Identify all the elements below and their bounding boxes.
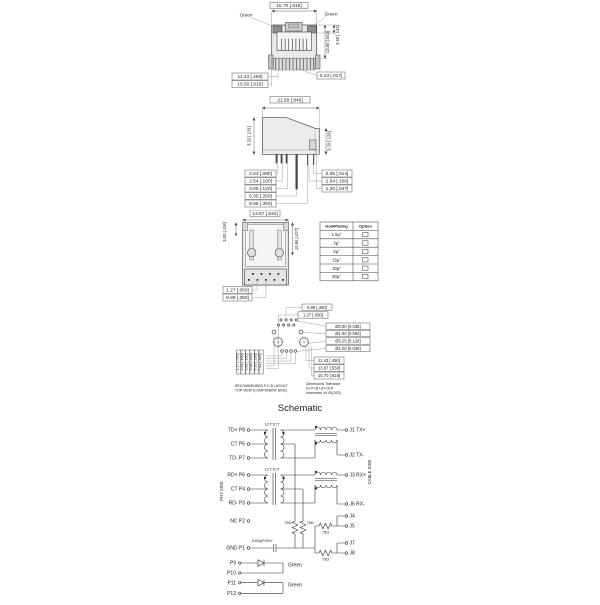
tx-transformer: [250, 428, 315, 520]
dim-body-depth: 10.85 [.427]: [294, 227, 299, 251]
plating-checkbox-2[interactable]: [363, 249, 369, 253]
plating-row-label: 3µ": [333, 240, 340, 246]
side-view-drawing: [230, 96, 370, 210]
resistor-label: 75Ω: [284, 521, 292, 525]
dim-leg: 3.05 [.120]: [249, 187, 272, 192]
dim-leg: 8.89 [.350]: [249, 202, 272, 207]
dim-body-width: 15.50 [.610]: [237, 82, 263, 88]
post-holes: [273, 337, 310, 348]
pin-label: J3 RX+: [349, 472, 367, 479]
shield-holes: [272, 330, 303, 334]
plating-checkbox-4[interactable]: [363, 266, 369, 270]
bottom-view-drawing: [220, 210, 390, 304]
pcb-vdim: 6.35 [.250]: [253, 353, 258, 371]
plating-header-2: Option: [359, 223, 372, 229]
pin-label: J8: [349, 550, 355, 557]
plating-checkbox-3[interactable]: [363, 258, 369, 262]
cable-pins: [345, 428, 366, 557]
plating-row-label: 6µ": [333, 249, 340, 254]
dim-leg: 2.54 [.100]: [325, 179, 349, 185]
schematic-drawing: [215, 398, 395, 600]
resistor-vertical-2: [300, 520, 306, 548]
resistor-j8: [318, 550, 333, 556]
pin-label: TD- P7: [229, 455, 245, 462]
led-pin-label: P12: [227, 591, 236, 597]
dim-depth: 21.50 [.846]: [277, 98, 303, 104]
capacitor-label: 1000pF/2KV: [251, 539, 273, 543]
phy-side-label: PHY SIDE: [219, 481, 224, 501]
dim-leg: 2.54 [.100]: [249, 179, 272, 185]
led-diode-icon: [258, 560, 264, 566]
shield-tab-right: [316, 55, 321, 69]
pcb-note-left-2: TOP VIEW (COMPONENT SIDE): [235, 388, 288, 393]
dim-leg: 0.35 [.014]: [325, 172, 349, 177]
plating-header-1: GoldPlating: [325, 223, 348, 229]
mount-post: [275, 249, 283, 257]
resistor-label: 75Ω: [321, 530, 330, 535]
hole-callout: Ø0.90 [0.035]: [335, 323, 361, 329]
pin-label: J1 TX+: [349, 427, 366, 434]
pcb-dim-top-1: 8.89 [.350]: [307, 304, 327, 310]
plating-row-label: 1.5µ": [331, 232, 342, 238]
dim-post-offset: 3.00 [.118]: [222, 222, 227, 242]
tx-ratio-label: 1CT:1CT: [264, 422, 280, 427]
dim-bottom-width: 13.57 [.534]: [252, 212, 278, 217]
pin-label: CT P5: [230, 441, 245, 448]
dim-rear-face: 3.20 [.126]: [326, 131, 332, 151]
dim-front-width: 15.70 [.618]: [276, 4, 302, 10]
pcb-vdim: 1.27 [.050]: [235, 353, 240, 371]
pcb-layout-view: [230, 300, 380, 403]
pcb-dim-bottom: 13.97 [.550]: [317, 365, 341, 371]
corner-notch: [243, 223, 248, 231]
pcb-vdim: 3.81 [.150]: [244, 353, 249, 371]
plating-checkbox-1[interactable]: [363, 241, 369, 245]
pcb-note-right-1: Dimensions Tolerance: [306, 382, 341, 386]
jack-latch-inner: [289, 24, 300, 28]
leg: [281, 154, 282, 163]
front-view: [230, 2, 370, 99]
led-diode-icon: [258, 580, 264, 586]
plating-checkbox-5[interactable]: [363, 274, 369, 278]
pin-label: J5: [349, 523, 355, 530]
led-circuit-1: [227, 560, 302, 577]
dim-pin-span: 11.43 [.450]: [237, 75, 263, 80]
pin-label: TD+ P8: [227, 427, 245, 434]
front-view-drawing: [230, 2, 370, 94]
pin-label: J2 TX-: [349, 452, 365, 459]
pcb-dim-bottom: 11.43 [.450]: [318, 357, 340, 363]
bottom-view: [220, 210, 390, 309]
dim-front-height: 13.80 [.543]: [325, 30, 330, 54]
resistor-j5: [318, 523, 333, 529]
dim-leg: 2.03 [.080]: [249, 172, 272, 177]
resistor-vertical-1: [292, 520, 298, 548]
mount-post: [248, 249, 256, 257]
pin-label: RD- P3: [228, 500, 245, 507]
pin-label: J7: [349, 540, 355, 547]
pin-label: CT P4: [230, 486, 245, 493]
pin-label: J4: [349, 513, 355, 520]
pin-label: RD+ P6: [227, 472, 245, 479]
pcb-layout-drawing: [230, 300, 380, 398]
dim-leg: 6.35 [.250]: [249, 194, 272, 200]
led-pin-label: P11: [227, 580, 236, 587]
long-post: [296, 154, 298, 189]
hole-callout: Ø3.25 [0.128]: [335, 338, 361, 344]
pin-label: J6 RX-: [349, 501, 365, 508]
resistor-label: 75Ω: [306, 521, 314, 525]
dim-front-face: 3.32 [.131]: [246, 126, 252, 146]
schematic-view: [215, 398, 395, 605]
jack-opening: [277, 32, 312, 51]
phy-pins: [226, 428, 249, 552]
dim-pin-offset: 0.43 [.017]: [319, 74, 343, 79]
pin-holes: [277, 319, 297, 326]
led-holes: [281, 350, 297, 353]
led-pin-label: P9: [229, 560, 236, 567]
hole-callout: Ø1.60 [0.063]: [335, 331, 361, 337]
pin-label: NC P2: [230, 518, 245, 525]
dim-leg: 1.20 [.047]: [325, 187, 349, 192]
gold-plating-table: [320, 222, 378, 281]
pin-label: GND P1: [226, 545, 245, 552]
led-color-label: Green: [288, 562, 302, 569]
pcb-dim-top-2: 1.27 [.050]: [303, 312, 323, 318]
dim-pin-row: 8.89 [.350]: [226, 296, 249, 301]
led-circuit-2: [227, 580, 302, 598]
led-color-label: Green: [288, 582, 302, 589]
pin-field: [245, 269, 287, 285]
led-pin-label: P10: [227, 570, 236, 577]
dim-pin-pitch: 1.27 [.050]: [226, 288, 249, 294]
rx-transformer: [250, 473, 315, 520]
pcb-vdim: 5.08 [.200]: [249, 353, 254, 371]
tx-choke: [315, 426, 345, 455]
hole-callout: Ø1.00 [0.039]: [335, 346, 361, 351]
pcb-note-left-1: RECOMMENDED P.C.B LAYOUT: [235, 384, 288, 388]
pcb-note-right-2: for PCB LAY-OUT: [306, 386, 334, 391]
plating-row-label: 50µ": [332, 274, 341, 280]
rear-pin-housing: [310, 140, 317, 150]
pcb-vertical-dims: [236, 327, 296, 375]
pin-block: [274, 58, 316, 70]
plating-checkbox-0[interactable]: [363, 232, 369, 236]
termination-network: [250, 516, 345, 556]
cable-side-label: CABLE SIDE: [367, 459, 372, 485]
pcb-note-right-3: tolerances ±0.05[.002]: [306, 391, 341, 395]
pcb-vdim: 7.62 [.300]: [258, 353, 263, 371]
led-right-label: Green: [324, 11, 338, 17]
schematic-title: Schematic: [277, 403, 323, 414]
leg: [307, 154, 308, 165]
plating-row-label: 15µ": [332, 257, 341, 263]
leg: [313, 154, 314, 165]
pcb-dim-bottom: 15.70 [.618]: [317, 372, 341, 378]
resistor-label: 75Ω: [321, 557, 330, 562]
plating-row-label: 30µ": [332, 265, 341, 271]
shield-tab-left: [269, 55, 274, 69]
leg: [276, 154, 277, 163]
led-left-label: Green: [239, 12, 253, 18]
dim-led-height: 3.60 [.142]: [335, 25, 340, 45]
pcb-vdim: 2.54 [.100]: [240, 353, 245, 371]
side-view: [230, 96, 370, 215]
corner-notch: [283, 223, 288, 231]
leg: [286, 154, 287, 163]
rx-ratio-label: 1CT:1CT: [264, 467, 280, 472]
rx-choke: [315, 471, 345, 504]
